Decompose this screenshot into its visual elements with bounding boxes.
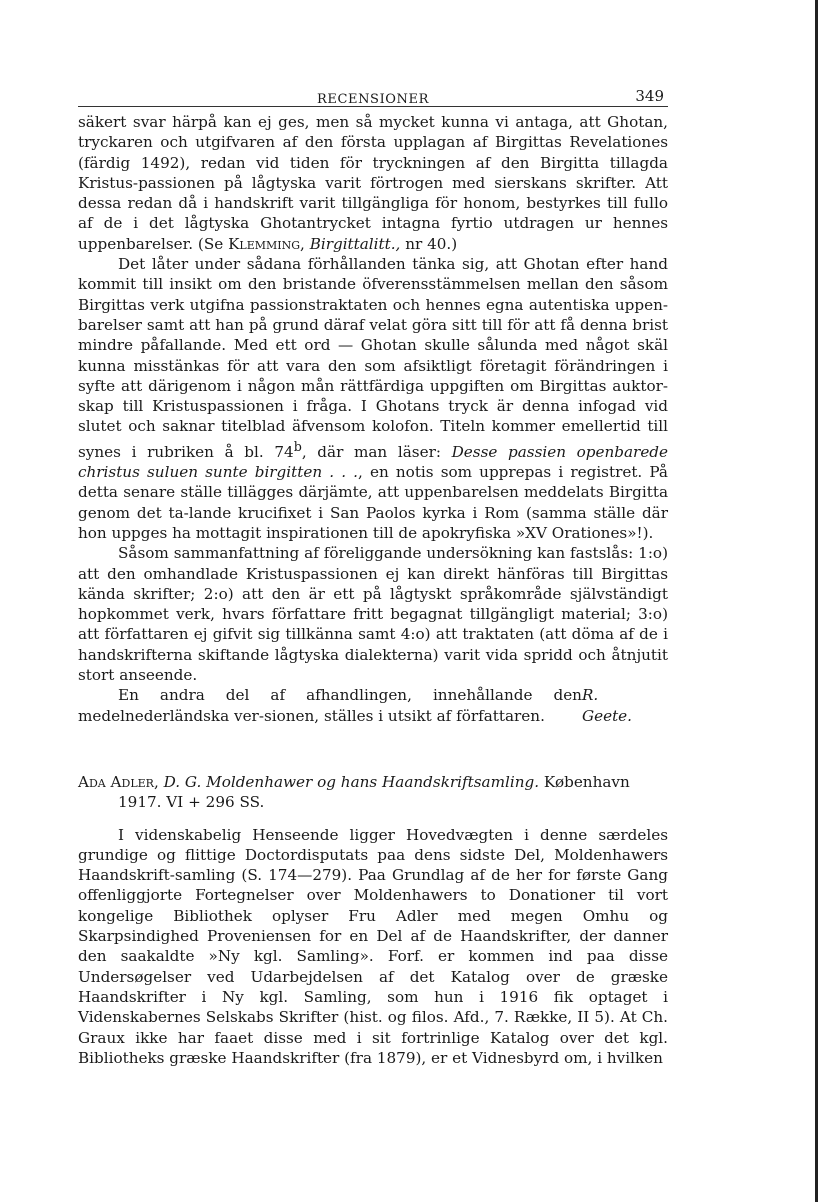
signature: R. Geete. (581, 686, 632, 725)
review-author: Ada Adler, (78, 772, 159, 791)
folio-superscript: b (293, 438, 302, 454)
reference-open: (Se (197, 234, 224, 253)
paragraph-4: En andra del af afhandlingen, innehållande den medelnederländska ver-sionen, ställes i utsikt af författaren. (78, 686, 582, 725)
review-title: D. G. Moldenhawer og hans Haandskriftsamling. (163, 772, 540, 791)
running-title: RECENSIONER (316, 92, 430, 107)
rubric-quote: Desse passien openbarede christus suluen sunte birgitten . . . (78, 442, 669, 482)
reference-close: nr 40.) (405, 234, 458, 253)
scan-edge (815, 0, 818, 1202)
reference-author: Klemming, (228, 234, 305, 253)
review-paragraph-1: I videnskabelig Henseende ligger Hovedvægten i denne særdeles grundige og flittige Doctordisputats paa dens sidste Del, Moldenhawers Haandskrift-samling (S. 174—279). Paa Grundlag af de her for første Gang offenliggjorte Fortegnelser over Moldenhawers to Donationer til vort kongelige Bibliothek oplyser Fru Adler med megen Omhu og Skarpsindighed Proveniensen for en Del af de Haandskrifter, der danner den saakaldte »Ny kgl. Samling». Forf. er kommen ind paa disse Undersøgelser ved Udarbejdelsen af det Katalog over de græske Haandskrifter i Ny kgl. Samling, som hun i 1916 fik optaget i Videnskabernes Selskabs Skrifter (hist. og filos. Afd., 7. Række, II 5). At Ch. Graux ikke har faaet disse med i sit fortrinlige Katalog over det kgl. Bibliotheks græske Haandskrifter (fra 1879), er et Vidnesbyrd om, i hvilken (78, 825, 668, 1067)
review-heading (78, 772, 668, 792)
paragraph-1-text: säkert svar härpå kan ej ges, men så mycket kunna vi antaga, att Ghotan, tryckaren och utgifvaren af den första upplagan af Birgittas Revelationes (färdig 1492), redan vid tiden för tryckningen af den Birgitta tillagda Kristus-passionen på lågtyska varit förtrogen med sierskans skrifter. Att dessa redan då i handskrift varit tillgängliga för honom, bestyrkes till fullo af de i det lågtyska Ghotantrycket intagna fyrtio utdragen ur hennes uppenbarelser. (78, 113, 668, 253)
reference-title: Birgittalitt., (309, 234, 401, 253)
running-head (78, 84, 668, 107)
paragraph-3: Såsom sammanfattning af föreliggande undersökning kan fastslås: 1:o) att den omhandlade Kristuspassionen ej kan direkt hänföras till Birgittas kända skrifter; 2:o) att den är ett på lågtyskt språkområde självständigt hopkommet verk, hvars författare fritt begagnat tillgängligt material; 3:o) att författaren ej gifvit sig tillkänna samt 4:o) att traktaten (att döma af de i handskrifterna skiftande lågtyska dialekterna) varit vida spridd och åtnjutit stort anseende. (78, 544, 668, 685)
paragraph-2-tail: , en notis som upprepas i registret. På detta senare ställe tillägges därjämte, att uppenbarelsen meddelats Birgitta genom det ta-lande krucifixet i San Paolos kyrka i Rom (samma ställe där hon uppges ha mottagit inspirationen till de apokryfiska »XV Orationes»!). (78, 463, 668, 542)
paragraph-2 (78, 254, 668, 543)
paragraph-1 (78, 112, 668, 254)
review-place: København (543, 772, 630, 791)
paragraph-2-lead: , där man läser: (301, 442, 441, 461)
page-number: 349 (635, 87, 664, 105)
folio-number: 74 (274, 442, 294, 461)
section-gap (78, 726, 668, 772)
page (78, 84, 668, 1068)
review-imprint: 1917. VI + 296 SS. (118, 793, 265, 812)
paragraph-2-text: Det låter under sådana förhållanden tänka sig, att Ghotan efter hand kommit till insikt om den bristande öfverensstämmelsen mellan den såsom Birgittas verk utgifna passionstraktaten och hennes egna autentiska uppen-barelser samt att han på grund däraf velat göra sitt till för att få denna brist mindre påfallande. Med ett ord — Ghotan skulle sålunda med något skäl kunna misstänkas för att vara den som afsiktligt företagit förändringen i syfte att därigenom i någon mån rättfärdiga uppgiften om Birgittas auktor-skap till Kristuspassionen i fråga. I Ghotans tryck är denna infogad vid slutet och saknar titelblad äfvensom kolofon. Titeln kommer emellertid till synes i rubriken å bl. (78, 255, 668, 461)
signature-line (78, 685, 668, 726)
